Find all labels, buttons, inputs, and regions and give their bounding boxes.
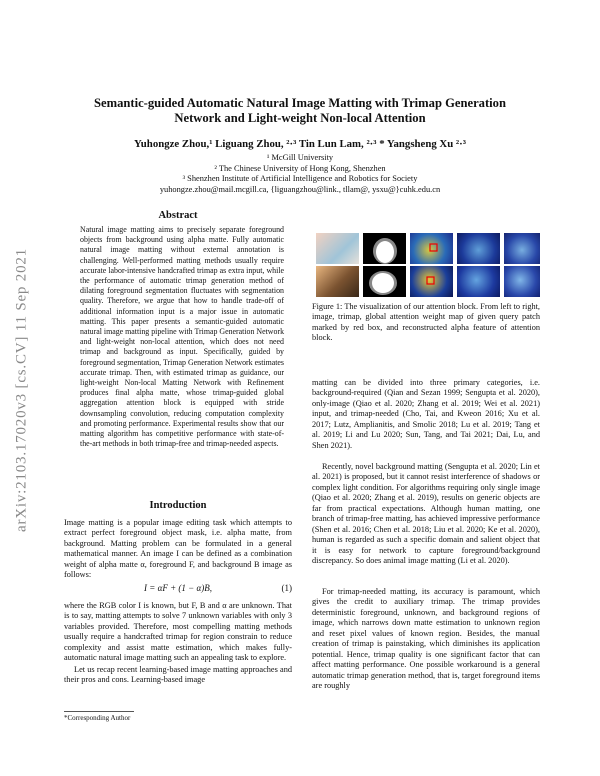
figure-image-toys xyxy=(316,266,359,297)
figure-alpha-feature-baby xyxy=(457,233,500,264)
abstract-heading: Abstract xyxy=(158,210,198,221)
authors: Yuhongze Zhou,¹ Liguang Zhou, ²·³ Tin Lun Lam, ²·³ * Yangsheng Xu ²·³ xyxy=(134,138,466,150)
title-line-2: Network and Light-weight Non-local Attention xyxy=(174,111,426,125)
figure-trimap-toys xyxy=(363,266,406,297)
footnote-rule xyxy=(64,711,134,712)
right-paragraph-1: matting can be divided into three primary categories, i.e. background-required (Qian and Sezan 1999; Sengupta et al. 2020), only-image (Qiao et al. 2020; Zhang et al. 2019; Wei et al. 2021) input, and trimap-needed (Cho, Tai, and Kweon 2016; Xu et al. 2017; Lutz, Amplianitis, and Smolic 2018; Lu et al. 2019; Tang et al. 2019; Li and Lu 2020; Sun, Tang, and Tai 2021; Dai, Lu, and Shen 2021). xyxy=(312,378,540,450)
intro-heading-wrap xyxy=(64,501,292,511)
figure-extra-baby xyxy=(504,233,540,264)
intro-paragraph-3: Let us recap recent learning-based image matting approaches and their pros and cons. Learning-based image xyxy=(64,665,292,685)
figure-image-baby xyxy=(316,233,359,264)
affiliation-2: ² The Chinese University of Hong Kong, Shenzhen xyxy=(214,163,386,173)
title-line-1: Semantic-guided Automatic Natural Image Matting with Trimap Generation xyxy=(94,96,506,110)
figure-1-caption: Figure 1: The visualization of our attention block. From left to right, image, trimap, global attention weight map of given query patch marked by red box, and reconstructed alpha feature of attention block. xyxy=(312,302,540,343)
abstract-heading-wrap xyxy=(64,211,292,221)
abstract-body: Natural image matting aims to precisely separate foreground objects from background using alpha matte. Fully automatic natural image matting without external annotation is challenging. Well-performed matting methods usually require accurate labor-intensive handcrafted trimap as extra input, while the performance of automatic trimap generation method of dilating foreground segmentation fluctuates with segmentation quality. Therefore, we argue that how to handle trade-off of additional information input is a major issue in automatic matting. This paper presents a semantic-guided automatic natural image matting pipeline with Trimap Generation Network and light-weight non-local attention, which does not need trimap and background as input. Specifically, guided by foreground segmentation, Trimap Generation Network estimates accurate trimap. Then, with estimated trimap as guidance, our light-weight Non-local Matting Network with Refinement produces final alpha matte, whose trimap-guided global aggregation attention block is equipped with stride downsampling convolution, reducing computation complexity and promoting performance. Experimental results show that our matting algorithm has competitive performance with state-of-the-art methods in both trimap-free and trimap-needed aspects. xyxy=(80,225,285,449)
figure-attention-toys xyxy=(410,266,453,297)
intro-paragraph-1: Image matting is a popular image editing task which attempts to extract perfect foreground object mask, i.e. alpha matte, from background. Matting problem can be formulated in a general mathematical manner. An image I can be defined as a combination weight of alpha matte α, foreground F, and background B image as follows: xyxy=(64,518,292,580)
figure-alpha-feature-toys xyxy=(457,266,500,297)
right-paragraph-2: Recently, novel background matting (Sengupta et al. 2020; Lin et al. 2021) is proposed, but it cannot resist interference of shadows or complex light condition. For algorithms requiring only single image (Qiao et al. 2020; Zhang et al. 2019), results on generic objects are far from practical expectations. Although human matting, one branch of trimap-free matting, has achieved impressive performance (Shen et al. 2016; Chen et al. 2018; Liu et al. 2020; Ke et al. 2020), human is regarded as such a specific domain and salient object that it is easy for network to capture foreground/background discrepancy. So does animal image matting (Li et al. 2020). xyxy=(312,462,540,566)
right-paragraph-3: For trimap-needed matting, its accuracy is paramount, which gives the credit to auxiliary trimap. The trimap provides deterministic foreground, unknown, and background regions of image, which narrows down matte estimation to unknown region and reset pixel values of known region. Besides, the manual creation of trimap is painstaking, which diminishes its application potential. Hence, trimap quality is one significant factor that can affect matting performance. One possible workaround is a general automatic trimap generation method, that is, target foreground items are roughly xyxy=(312,587,540,691)
intro-paragraph-2: where the RGB color I is known, but F, B and α are unknown. That is to say, matting attempts to solve 7 unknown variables with only 3 variables provided. Therefore, most compelling matting methods usually require a handcrafted trimap for region constrain to reduce complexity and assist matte estimation, which makes fully-automatic natural image matting such an appealing task to explore. xyxy=(64,601,292,663)
affiliations xyxy=(70,153,530,195)
equation-1 xyxy=(64,583,292,593)
arxiv-side-stamp: arXiv:2103.17020v3 [cs.CV] 11 Sep 2021 xyxy=(13,248,30,532)
equation-body: I = αF + (1 − α)B, xyxy=(144,583,212,593)
affiliation-1: ¹ McGill University xyxy=(266,153,334,162)
figure-trimap-baby xyxy=(363,233,406,264)
footnote: *Corresponding Author xyxy=(64,714,131,722)
paper-title xyxy=(70,96,530,126)
figure-extra-toys xyxy=(504,266,540,297)
affiliation-3: ³ Shenzhen Institute of Artificial Intelligence and Robotics for Society xyxy=(182,174,418,183)
author-emails: yuhongze.zhou@mail.mcgill.ca, {liguangzhou@link., tllam@, ysxu@}cuhk.edu.cn xyxy=(159,184,441,194)
figure-attention-baby xyxy=(410,233,453,264)
figure-1 xyxy=(316,233,540,297)
equation-number: (1) xyxy=(281,583,292,593)
intro-heading: Introduction xyxy=(149,500,207,511)
